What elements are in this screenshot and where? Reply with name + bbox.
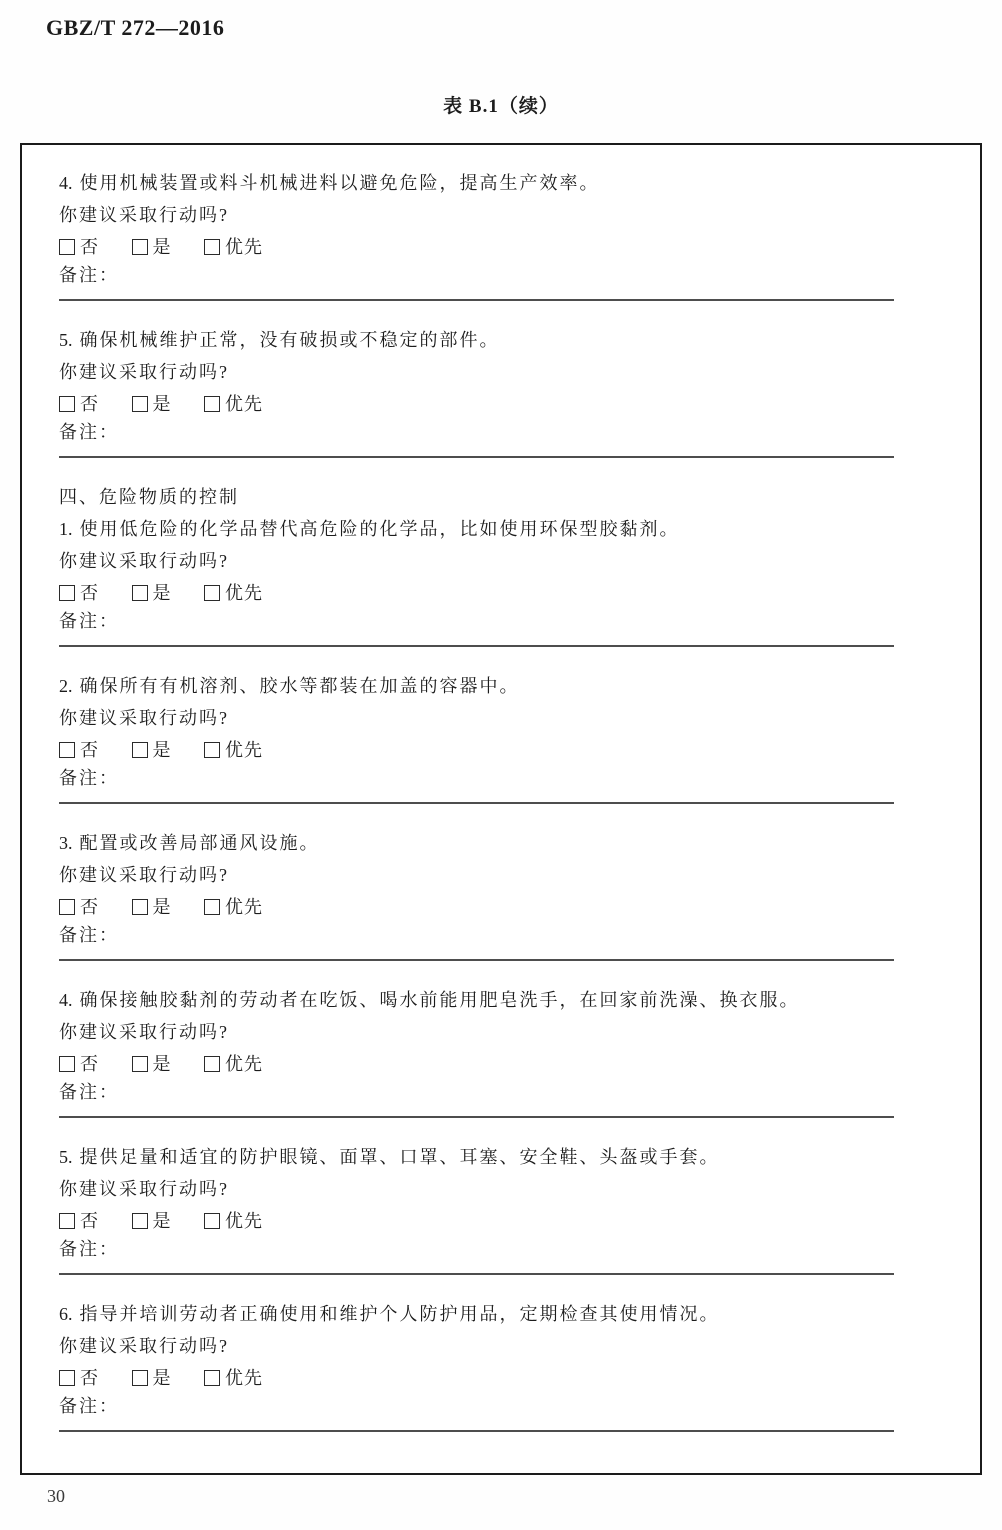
separator-line [59,299,894,301]
separator-line [59,645,894,647]
checklist-item [59,833,980,961]
checkbox-no[interactable] [59,1370,75,1386]
section-heading [59,487,980,507]
option-no [59,1368,99,1388]
item-question: 你建议采取行动吗? [59,551,229,571]
checkbox-no[interactable] [59,1213,75,1229]
option-priority-label: 优先 [225,1054,263,1074]
option-priority [204,1054,263,1074]
item-statement [59,990,980,1010]
item-options-row [59,1054,980,1074]
note-label: 备注： [59,1082,119,1102]
option-yes-label: 是 [152,1211,172,1231]
item-number: 6. [59,1304,73,1324]
note-label: 备注： [59,265,119,285]
item-options-row [59,1368,980,1388]
option-priority [204,1368,263,1388]
note-label: 备注： [59,1396,119,1416]
separator-line [59,802,894,804]
item-text: 指导并培训劳动者正确使用和维护个人防护用品，定期检查其使用情况。 [79,1304,720,1324]
option-yes [132,1211,172,1231]
option-yes [132,1054,172,1074]
option-no [59,583,99,603]
checklist-item [59,519,980,647]
option-no-label: 否 [80,740,99,760]
item-statement [59,1304,980,1324]
option-priority [204,1211,263,1231]
option-yes [132,897,172,917]
item-text: 确保接触胶黏剂的劳动者在吃饭、喝水前能用肥皂洗手，在回家前洗澡、换衣服。 [79,990,800,1010]
checkbox-priority[interactable] [204,239,220,255]
item-number: 4. [59,990,73,1010]
option-no-label: 否 [80,1054,99,1074]
item-statement [59,676,980,696]
option-priority-label: 优先 [225,1211,263,1231]
item-options-row [59,394,980,414]
option-priority-label: 优先 [225,237,263,257]
checkbox-no[interactable] [59,396,75,412]
checkbox-yes[interactable] [132,899,148,915]
checkbox-priority[interactable] [204,1056,220,1072]
item-number: 5. [59,330,73,350]
option-yes [132,394,172,414]
item-options-row [59,237,980,257]
checklist-item [59,173,980,301]
item-question: 你建议采取行动吗? [59,865,229,885]
item-statement [59,330,980,350]
checklist-table-box [20,143,982,1475]
option-no-label: 否 [80,237,99,257]
option-priority [204,740,263,760]
item-options-row [59,1211,980,1231]
option-priority-label: 优先 [225,583,263,603]
item-text: 提供足量和适宜的防护眼镜、面罩、口罩、耳塞、安全鞋、头盔或手套。 [79,1147,720,1167]
item-number: 1. [59,519,73,539]
standard-number: GBZ/T 272—2016 [46,15,225,40]
checkbox-yes[interactable] [132,1370,148,1386]
checkbox-yes[interactable] [132,396,148,412]
note-label: 备注： [59,422,119,442]
checkbox-priority[interactable] [204,1370,220,1386]
item-question: 你建议采取行动吗? [59,205,229,225]
separator-line [59,959,894,961]
option-no [59,394,99,414]
option-no-label: 否 [80,394,99,414]
option-no-label: 否 [80,897,99,917]
checkbox-yes[interactable] [132,742,148,758]
checkbox-no[interactable] [59,742,75,758]
option-no [59,237,99,257]
option-yes [132,237,172,257]
item-question: 你建议采取行动吗? [59,1336,229,1356]
checkbox-no[interactable] [59,899,75,915]
option-priority [204,583,263,603]
item-number: 4. [59,173,73,193]
page-number: 30 [47,1486,65,1506]
option-yes-label: 是 [152,1054,172,1074]
option-no-label: 否 [80,1368,99,1388]
checklist-content [22,145,980,1432]
item-text: 使用低危险的化学品替代高危险的化学品，比如使用环保型胶黏剂。 [79,519,680,539]
checkbox-yes[interactable] [132,239,148,255]
item-statement [59,173,980,193]
option-priority [204,897,263,917]
checklist-item [59,1304,980,1432]
item-question: 你建议采取行动吗? [59,1022,229,1042]
item-options-row [59,583,980,603]
checkbox-priority[interactable] [204,585,220,601]
checkbox-yes[interactable] [132,1213,148,1229]
item-statement [59,1147,980,1167]
separator-line [59,1273,894,1275]
checkbox-yes[interactable] [132,585,148,601]
option-priority-label: 优先 [225,1368,263,1388]
checklist-item [59,990,980,1118]
option-yes-label: 是 [152,237,172,257]
item-options-row [59,740,980,760]
option-no [59,740,99,760]
table-title: 表 B.1（续） [443,96,559,117]
note-label: 备注： [59,1239,119,1259]
item-text: 确保所有有机溶剂、胶水等都装在加盖的容器中。 [79,676,520,696]
separator-line [59,1116,894,1118]
option-yes [132,1368,172,1388]
checklist-item [59,676,980,804]
checkbox-priority[interactable] [204,1213,220,1229]
option-priority-label: 优先 [225,394,263,414]
separator-line [59,1430,894,1432]
checklist-item [59,1147,980,1275]
option-no-label: 否 [80,583,99,603]
option-priority-label: 优先 [225,897,263,917]
item-question: 你建议采取行动吗? [59,708,229,728]
option-priority [204,237,263,257]
option-no [59,1054,99,1074]
item-statement [59,519,980,539]
option-no-label: 否 [80,1211,99,1231]
option-no [59,1211,99,1231]
separator-line [59,456,894,458]
checkbox-no[interactable] [59,239,75,255]
item-number: 2. [59,676,73,696]
checkbox-no[interactable] [59,1056,75,1072]
option-yes-label: 是 [152,740,172,760]
checkbox-priority[interactable] [204,899,220,915]
note-label: 备注： [59,768,119,788]
option-priority-label: 优先 [225,740,263,760]
option-yes [132,583,172,603]
item-number: 3. [59,833,73,853]
checkbox-priority[interactable] [204,396,220,412]
checkbox-yes[interactable] [132,1056,148,1072]
checkbox-priority[interactable] [204,742,220,758]
item-options-row [59,897,980,917]
note-label: 备注： [59,925,119,945]
option-yes-label: 是 [152,1368,172,1388]
option-yes-label: 是 [152,583,172,603]
section-heading-text: 四、危险物质的控制 [59,487,239,507]
checklist-item [59,330,980,458]
item-question: 你建议采取行动吗? [59,362,229,382]
option-yes-label: 是 [152,897,172,917]
note-label: 备注： [59,611,119,631]
item-text: 确保机械维护正常，没有破损或不稳定的部件。 [79,330,500,350]
option-priority [204,394,263,414]
item-text: 使用机械装置或料斗机械进料以避免危险，提高生产效率。 [79,173,600,193]
option-yes-label: 是 [152,394,172,414]
checkbox-no[interactable] [59,585,75,601]
option-yes [132,740,172,760]
item-statement [59,833,980,853]
item-text: 配置或改善局部通风设施。 [79,833,320,853]
option-no [59,897,99,917]
item-question: 你建议采取行动吗? [59,1179,229,1199]
item-number: 5. [59,1147,73,1167]
